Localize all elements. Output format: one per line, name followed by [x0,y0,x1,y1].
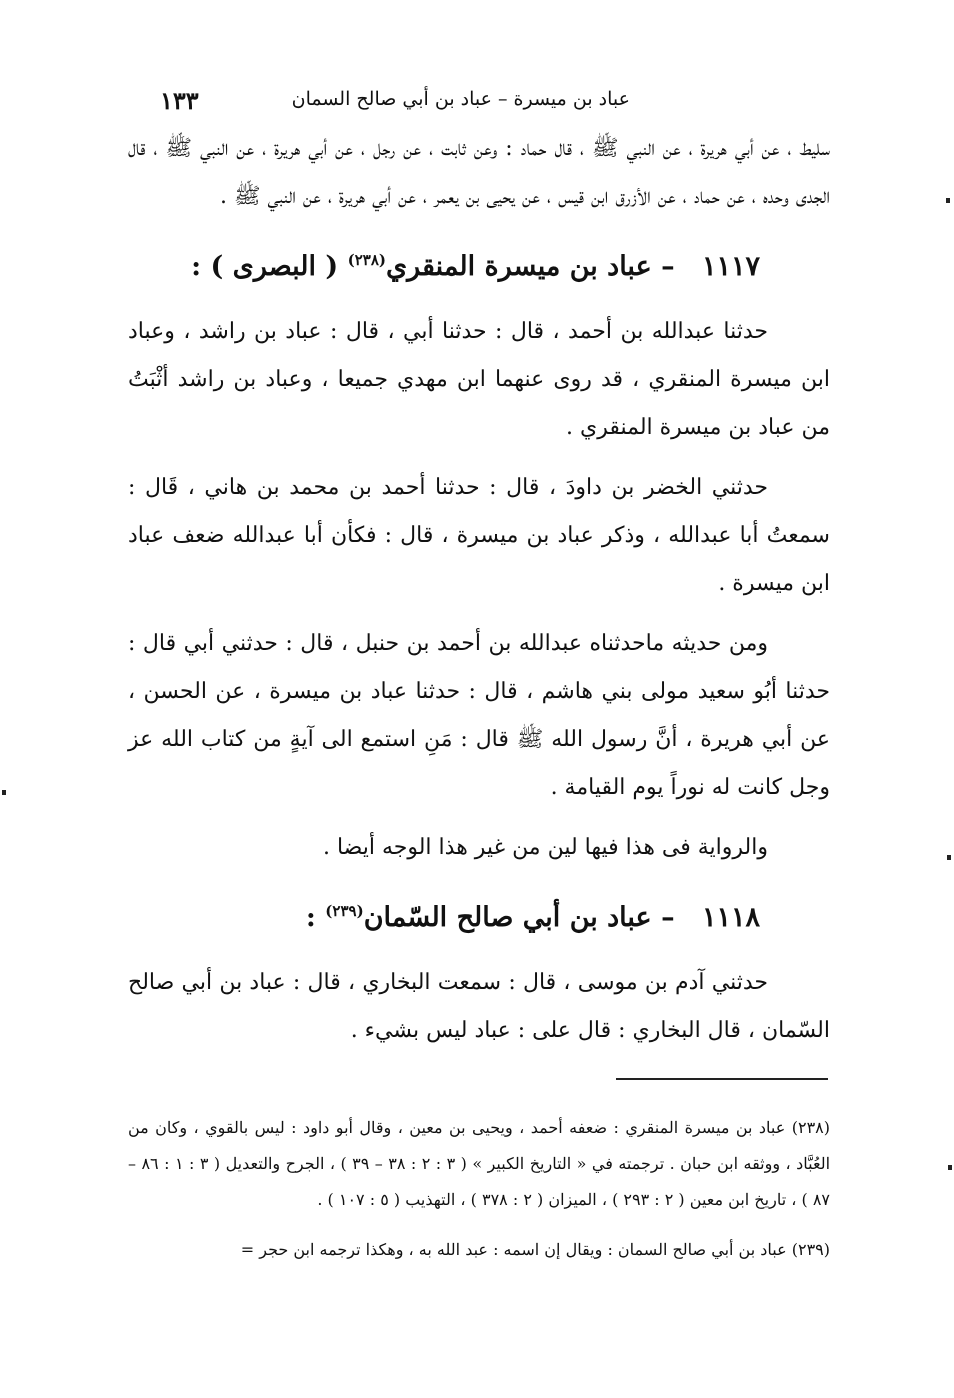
footnote-ref: (٢٣٨) [347,251,386,269]
footnote-separator [616,1078,828,1080]
entry-title-1118 [128,886,830,943]
scan-speck [946,198,950,203]
footnote: (٢٣٨) عباد بن ميسرة المنقري : ضعفه أحمد ، ويحيى بن معين ، وقال أبو داود : ليس بالقوي ، وكان من العُبَّاد ، ووثقه ابن حبان . ترجمته في « التاريخ الكبير » ( ٣ : ٢ : ٣٨ – ٣٩ ) ، الجرح والتعديل ( ٣ : ١ : ٨٦ – ٨٧ ) ، تاريخ ابن معين ( ٢ : ٢٩٣ ) ، الميزان ( ٢ : ٣٧٨ ) ، التهذيب ( ٥ : ١٠٧ ) . [128,1118,831,1209]
paragraph: ومن حديثه ماحدثناه عبدالله بن أحمد بن حنبل ، قال : حدثني أبي قال : حدثنا أبُو سعيد مولى بني هاشم ، قال : حدثنا عباد بن ميسرة ، عن الحسن ، عن أبي هريرة ، أنَّ رسول الله ﷺ قال : مَنِ استمع الى آيةٍ من كتاب الله عز وجل كانت له نوراً يوم القيامة . [128,631,830,800]
page-number: ١٣٣ [160,86,199,115]
main-text [128,125,830,1055]
footnote-ref: (٢٣٩) [325,902,364,920]
entry-suffix: ( البصرى ) : [191,251,339,282]
entry-title-1117 [128,235,830,292]
scan-speck [947,855,951,860]
entry-suffix: : [305,902,316,933]
paragraph: حدثني آدم بن موسى ، قال : سمعت البخاري ، قال : عباد بن أبي صالح السّمان ، قال البخاري : قال على : عباد ليس بشيء . [128,970,830,1043]
entry-name: – عباد بن أبي صالح السّمان [363,902,675,933]
entry-number: ١١١٧ [701,251,760,282]
footnotes [128,1110,830,1268]
paragraph: والرواية فى هذا فيها لين من غير هذا الوجه أيضا . [322,835,768,860]
scan-speck [2,790,6,795]
scan-speck [948,1165,952,1170]
paragraph: حدثنا عبدالله بن أحمد ، قال : حدثنا أبي ، قال : عباد بن راشد ، وعباد ابن ميسرة المنقري ، قد روى عنهما ابن مهدي جميعا ، وعباد بن راشد أثْبَتُ من عباد بن ميسرة المنقري . [128,319,830,440]
page-header [160,86,630,116]
paragraph: حدثني الخضر بن داودَ ، قال : حدثنا أحمد بن محمد بن هاني ، قَال : سمعتُ أبا عبدالله ، وذكر عباد بن ميسرة ، قال : فكأن أبا عبدالله ضعف عباد ابن ميسرة . [128,475,830,596]
entry-name: – عباد بن ميسرة المنقري [385,251,675,282]
running-title: عباد بن ميسرة – عباد بن أبي صالح السمان [291,88,630,110]
footnote: (٢٣٩) عباد بن أبي صالح السمان : ويقال إن اسمه : عبد الله به ، وهكذا ترجمه ابن حجر = [240,1240,830,1259]
paragraph: سليط ، عن أبي هريرة ، عن النبي ﷺ ، قال حماد : وعن ثابت ، عن رجل ، عن أبي هريرة ، عن النبي ﷺ ، قال الجدى وحده ، عن حماد ، عن الأزرق ابن قيس ، عن يحيى بن يعمر ، عن أبي هريرة ، عن النبي ﷺ . [128,136,830,209]
entry-number: ١١١٨ [701,902,760,933]
